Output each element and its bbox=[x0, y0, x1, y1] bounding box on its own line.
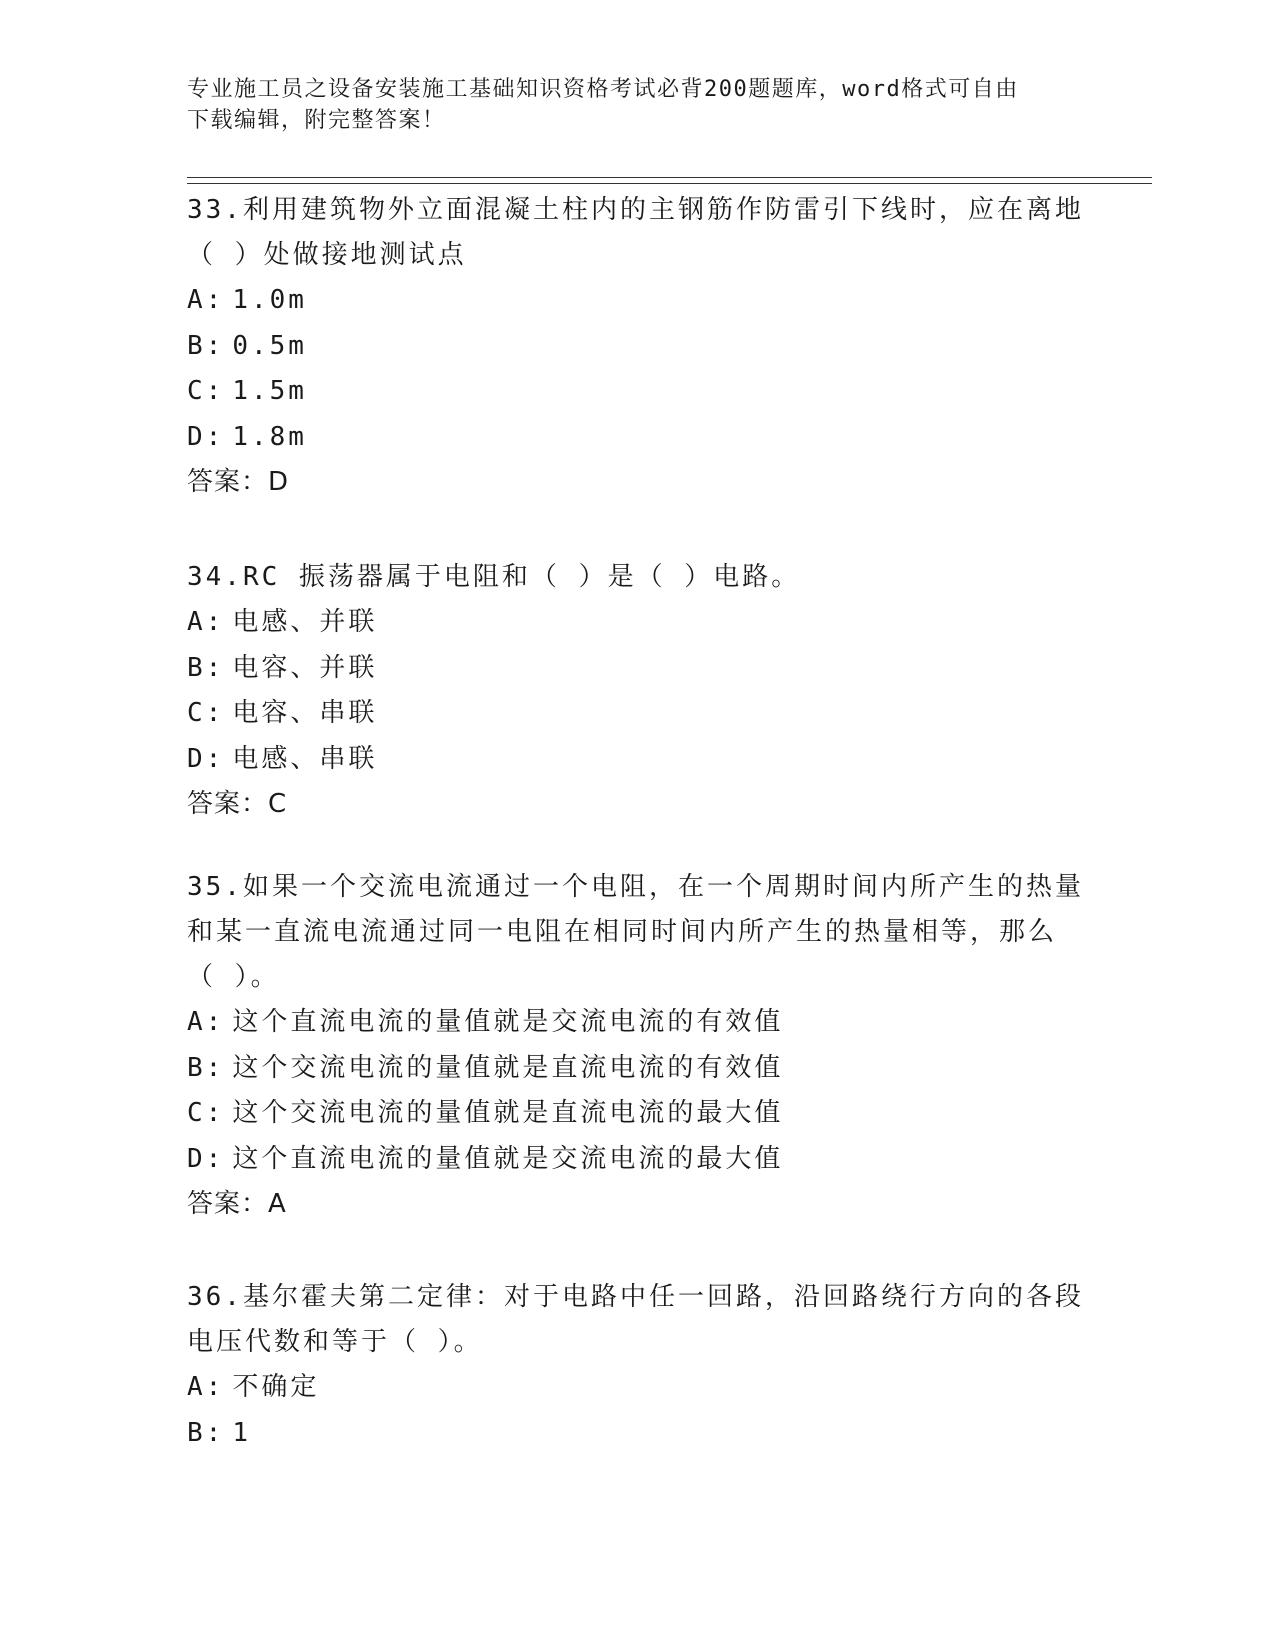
option-d bbox=[187, 1137, 1087, 1183]
option-text: 1.8m bbox=[232, 421, 307, 452]
question-33 bbox=[187, 188, 1087, 504]
option-text: 不确定 bbox=[232, 1372, 320, 1402]
option-a bbox=[187, 278, 1087, 324]
question-34 bbox=[187, 555, 1087, 826]
question-stem-line: 和某一直流电流通过同一电阻在相同时间内所产生的热量相等，那么 bbox=[187, 917, 1058, 947]
option-c bbox=[187, 369, 1087, 415]
option-a bbox=[187, 1000, 1087, 1046]
header-line-1: 专业施工员之设备安装施工基础知识资格考试必背200题题库，word格式可自由 bbox=[187, 77, 1019, 102]
question-stem-line: （ ）处做接地测试点 bbox=[187, 240, 467, 270]
option-text: 这个直流电流的量值就是交流电流的有效值 bbox=[232, 1007, 784, 1037]
option-label: D: bbox=[187, 743, 225, 774]
option-b bbox=[187, 646, 1087, 692]
option-label: A: bbox=[187, 1007, 225, 1037]
option-c bbox=[187, 1091, 1087, 1137]
option-text: 0.5m bbox=[232, 330, 307, 361]
option-label: B: bbox=[187, 330, 225, 361]
question-36 bbox=[187, 1275, 1087, 1456]
answer-line: 答案：A bbox=[187, 1189, 287, 1219]
question-stem-line: 33.利用建筑物外立面混凝土柱内的主钢筋作防雷引下线时，应在离地 bbox=[187, 195, 1084, 225]
header-rule-bottom bbox=[187, 183, 1152, 184]
answer-line: 答案：C bbox=[187, 789, 288, 819]
question-stem-line: （ ）。 bbox=[187, 962, 280, 992]
option-label: C: bbox=[187, 1098, 225, 1128]
option-label: C: bbox=[187, 698, 225, 728]
option-c bbox=[187, 691, 1087, 737]
option-d bbox=[187, 415, 1087, 461]
option-b bbox=[187, 1411, 1087, 1457]
option-text: 电容、串联 bbox=[232, 698, 378, 728]
option-label: D: bbox=[187, 421, 225, 452]
question-stem-line: 电压代数和等于（ ）。 bbox=[187, 1327, 483, 1357]
header-rule-top bbox=[187, 177, 1152, 178]
document-header bbox=[187, 74, 1067, 136]
option-b bbox=[187, 1046, 1087, 1092]
option-label: A: bbox=[187, 1372, 225, 1402]
option-text: 1 bbox=[232, 1417, 251, 1448]
answer-line: 答案：D bbox=[187, 467, 290, 497]
option-label: C: bbox=[187, 376, 225, 406]
option-text: 电容、并联 bbox=[232, 652, 378, 683]
option-text: 这个交流电流的量值就是直流电流的有效值 bbox=[232, 1052, 784, 1083]
option-text: 电感、串联 bbox=[232, 743, 378, 774]
option-text: 这个直流电流的量值就是交流电流的最大值 bbox=[232, 1143, 784, 1174]
option-b bbox=[187, 324, 1087, 370]
question-stem-line: 35.如果一个交流电流通过一个电阻，在一个周期时间内所产生的热量 bbox=[187, 872, 1084, 902]
question-35 bbox=[187, 865, 1087, 1226]
option-label: A: bbox=[187, 285, 225, 315]
option-text: 这个交流电流的量值就是直流电流的最大值 bbox=[232, 1098, 784, 1128]
option-label: B: bbox=[187, 652, 225, 683]
option-text: 1.0m bbox=[232, 285, 307, 315]
question-stem-line: 34.RC 振荡器属于电阻和（ ）是（ ）电路。 bbox=[187, 562, 801, 592]
option-a bbox=[187, 600, 1087, 646]
option-d bbox=[187, 737, 1087, 783]
option-text: 电感、并联 bbox=[232, 607, 378, 637]
option-label: A: bbox=[187, 607, 225, 637]
option-label: D: bbox=[187, 1143, 225, 1174]
header-line-2: 下载编辑，附完整答案！ bbox=[187, 108, 446, 133]
question-stem-line: 36.基尔霍夫第二定律：对于电路中任一回路，沿回路绕行方向的各段 bbox=[187, 1282, 1084, 1312]
option-a bbox=[187, 1365, 1087, 1411]
option-label: B: bbox=[187, 1417, 225, 1448]
option-label: B: bbox=[187, 1052, 225, 1083]
option-text: 1.5m bbox=[232, 376, 307, 406]
